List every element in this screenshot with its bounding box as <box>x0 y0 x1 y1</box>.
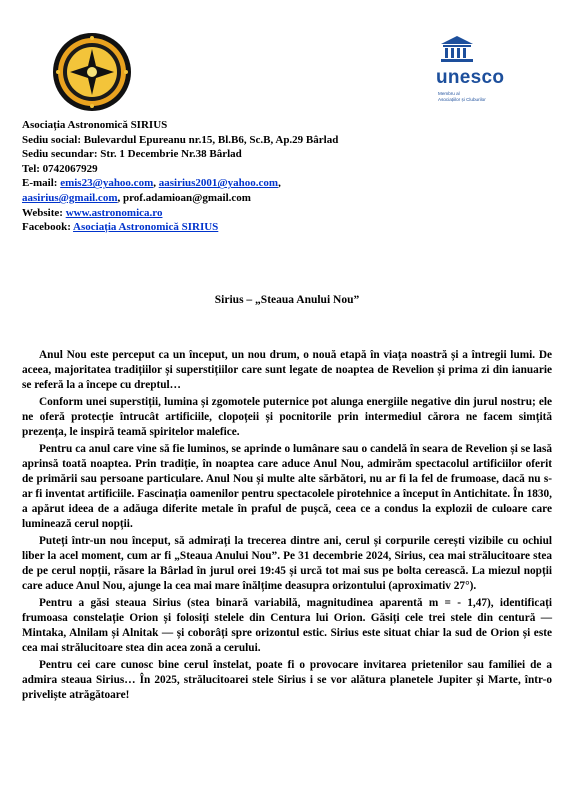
article-body <box>22 348 552 705</box>
paragraph: Conform unei superstiții, lumina și zgomotele puternice pot alunga energiile negative din jurul nostru; ele ne oferă protecție întrucât artificiile, clopoțeii și pocnitorile prin intermediul cărora ne facem simțită prezența, le inspiră teamă spiritelor malefice. <box>22 395 552 439</box>
paragraph: Pentru a găsi steaua Sirius (stea binară variabilă, magnitudinea aparentă m = - 1,47), identificați frumoasa constelație Orion și folosiți stelele din Centura lui Orion. Găsiți cele trei stele din centură — Mintaka, Alnilam și Alnitak — și coborâți spre orizontul estic. Sirius este situat chiar la sud de Orion și este cea mai strălucitoare stea din acea zonă a cerului. <box>22 596 552 655</box>
paragraph: Anul Nou este perceput ca un început, un nou drum, o nouă etapă în viața noastră și a întregii lumi. De aceea, majoritatea tradițiilor și superstițiilor care sunt legate de noaptea de Revelion și prima zi din ianuarie se referă la a începe cu dreptul… <box>22 349 552 392</box>
email-link-3[interactable]: aasirius@gmail.com <box>22 191 118 204</box>
facebook-link[interactable]: Asociația Astronomică SIRIUS <box>73 221 219 234</box>
unesco-wordmark: unesco <box>436 67 505 88</box>
paragraph: Puteți într-un nou început, să admirați la trecerea dintre ani, cerul și corpurile cerești vizibile cu ochiul liber la acel moment, cum ar fi „Steaua Anului Nou”. Pe 31 decembrie 2024, Sirius, cea mai strălucitoare stea de pe cerul nopții, răsare la Bârlad în jurul orei 19:45 și urcă tot mai sus pe bolta cerească. La miezul nopții care aduce Anul Nou, ajunge la cea mai mare înălțime deasupra orizontului (aproximativ 27°). <box>22 534 552 593</box>
org-emails: E-mail: emis23@yahoo.com, aasirius2001@yahoo.com, aasirius@gmail.com, prof.adamioan@gmail.com <box>22 177 281 204</box>
org-sediu-secundar: Sediu secundar: Str. 1 Decembrie Nr.38 Bârlad <box>22 148 242 161</box>
article-title: Sirius – „Steaua Anului Nou” <box>214 294 360 306</box>
org-website <box>22 206 542 221</box>
org-name: Asociația Astronomică SIRIUS <box>22 119 168 131</box>
paragraph: Pentru ca anul care vine să fie luminos, se aprinde o lumânare sau o candelă în seara de Revelion și se lasă aprinsă toată noaptea. Prin tradiție, în noaptea care aduce Anul Nou, admirăm spectacolul artificiilor oferit de primării sau persoane particulare. Anul Nou și multe alte sărbători, nu ar fi la fel de frumoase, dacă nu s-ar fi inventat artificiile. Fascinația oamenilor pentru spectacolele pirotehnice a început în Antichitate. În 1830, a apărut ideea de a adăuga diferite metale în praful de pușcă, ceea ce a condus la explozii de culoare care luminează cerul nopții. <box>22 442 552 531</box>
org-sediu-social: Sediu social: Bulevardul Epureanu nr.15, Bl.B6, Sc.B, Ap.29 Bârlad <box>22 133 339 146</box>
organization-contact <box>22 118 542 235</box>
org-facebook <box>22 220 542 235</box>
email-link-2[interactable]: aasirius2001@yahoo.com <box>158 177 279 190</box>
paragraph: Pentru cei care cunosc bine cerul înstelat, poate fi o provocare invitarea prietenilor sau familiei de a admira steaua Sirius… În 2025, strălucitoarei stele Sirius i se vor alătura planetele Jupiter și Marte, într-o priveliște atrăgătoare! <box>22 658 552 702</box>
org-phone: Tel: 0742067929 <box>22 162 98 175</box>
unesco-subtitle: Membru al Asociațiilor și Cluburilor <box>438 91 486 102</box>
website-label: Website: <box>22 206 66 219</box>
email-plain: prof.adamioan@gmail.com <box>122 191 251 204</box>
website-link[interactable]: www.astronomica.ro <box>65 206 163 219</box>
unesco-temple-icon <box>440 35 474 63</box>
facebook-label: Facebook: <box>22 221 74 234</box>
unesco-logo <box>436 35 536 115</box>
email-label: E-mail: <box>22 177 61 190</box>
email-link-1[interactable]: emis23@yahoo.com <box>60 177 154 190</box>
sirius-logo <box>52 32 132 112</box>
